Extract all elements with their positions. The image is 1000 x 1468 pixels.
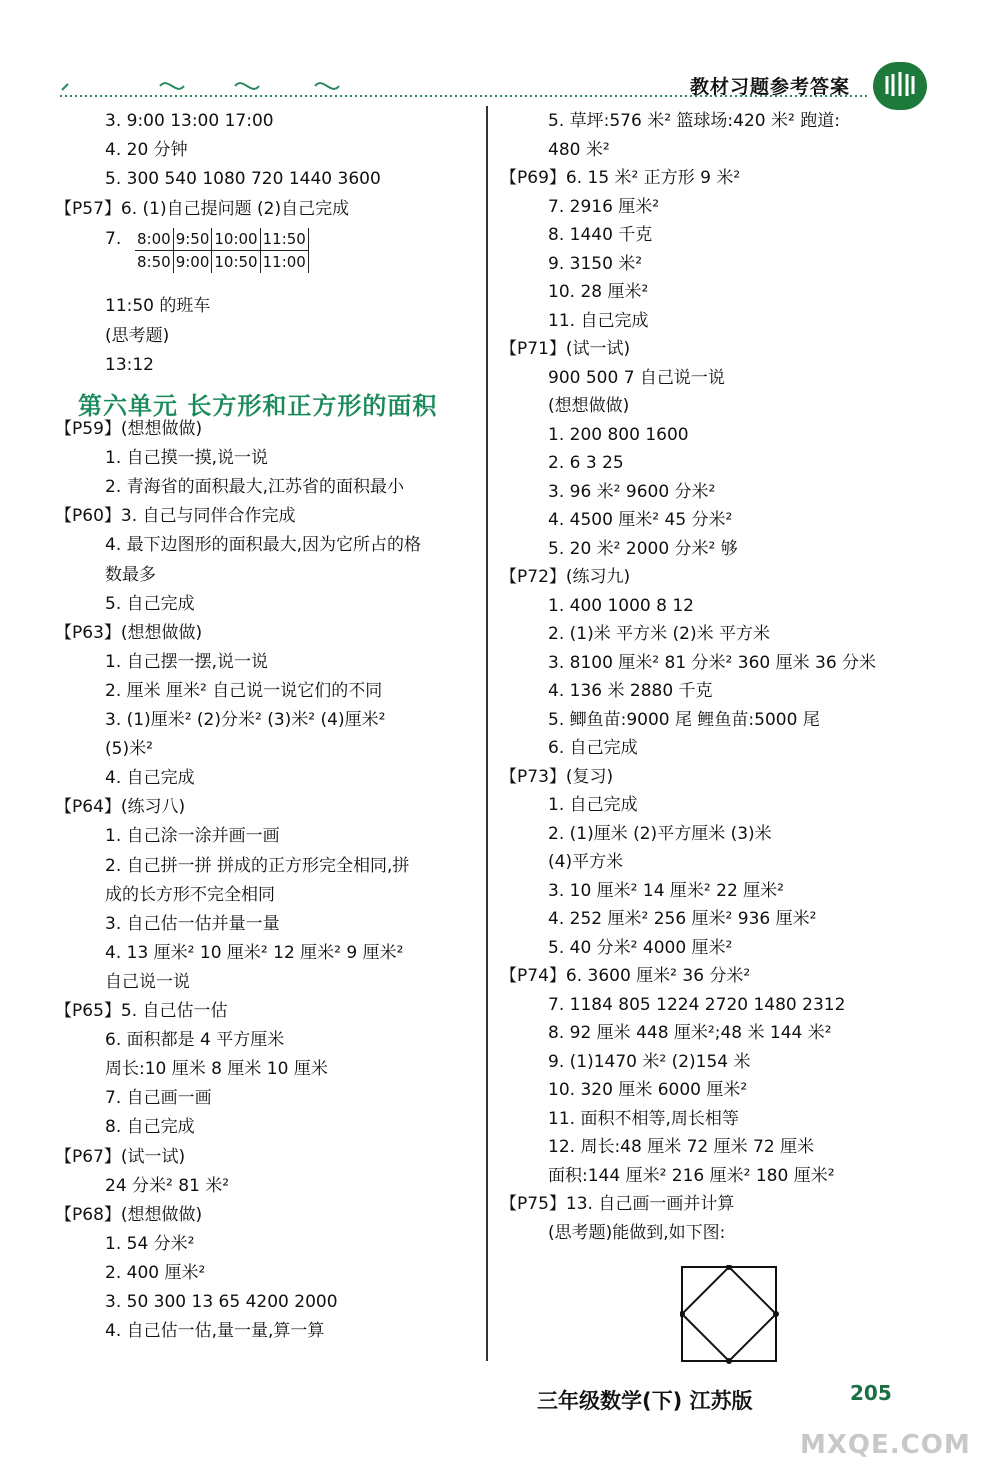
page-ref-line: 【P69】6. 15 米² 正方形 9 米² (500, 168, 741, 188)
page-ref-line: 【P75】13. 自己画一画并计算 (500, 1194, 735, 1214)
answer-line: 900 500 7 自己说一说 (548, 368, 725, 388)
answer-line: 2. 厘米 厘米² 自己说一说它们的不同 (105, 681, 383, 701)
page-ref-line: 【P71】(试一试) (500, 339, 631, 359)
answer-line: 3. 96 米² 9600 分米² (548, 482, 716, 502)
answer-line: 3. 50 300 13 65 4200 2000 (105, 1292, 338, 1312)
answer-line: (4)平方米 (548, 852, 624, 872)
page-ref-line: 【P68】(想想做做) (55, 1205, 203, 1225)
answer-line: 480 米² (548, 140, 610, 160)
answer-line: 2. 6 3 25 (548, 453, 624, 473)
answer-line: 自己说一说 (105, 972, 190, 992)
book-logo-icon (873, 62, 927, 110)
answer-line: 4. 13 厘米² 10 厘米² 12 厘米² 9 厘米² (105, 943, 404, 963)
page-ref-line: 【P59】(想想做做) (55, 419, 203, 439)
answer-line: 11. 自己完成 (548, 311, 649, 331)
answer-line: 2. 自己拼一拼 拼成的正方形完全相同,拼 (105, 856, 410, 876)
answer-line: (思考题)能做到,如下图: (548, 1223, 726, 1243)
answer-line: 5. 40 分米² 4000 厘米² (548, 938, 733, 958)
answer-line: (5)米² (105, 739, 153, 759)
answer-line: 4. 自己完成 (105, 768, 195, 788)
table-cell: 10:50 (212, 251, 260, 274)
table-cell: 8:00 (135, 228, 173, 251)
answer-line: 7. 2916 厘米² (548, 197, 660, 217)
answer-line: 1. 200 800 1600 (548, 425, 689, 445)
answer-line: 5. 鲫鱼苗:9000 尾 鲤鱼苗:5000 尾 (548, 710, 820, 730)
answer-line: 面积:144 厘米² 216 厘米² 180 厘米² (548, 1166, 835, 1186)
bus-schedule-table (135, 228, 309, 273)
table-cell: 11:50 (260, 228, 308, 251)
answer-line: 3. 10 厘米² 14 厘米² 22 厘米² (548, 881, 784, 901)
answer-line: 5. 自己完成 (105, 594, 195, 614)
answer-line: 【P57】6. (1)自己提问题 (2)自己完成 (55, 199, 350, 219)
answer-line: 4. 自己估一估,量一量,算一算 (105, 1321, 325, 1341)
page-ref-line: 【P60】3. 自己与同伴合作完成 (55, 506, 296, 526)
footer-subject: 三年级数学(下) 江苏版 (537, 1389, 753, 1413)
answer-line: 1. 自己摆一摆,说一说 (105, 652, 269, 672)
answer-line: 6. 自己完成 (548, 738, 638, 758)
answer-line: 11. 面积不相等,周长相等 (548, 1109, 739, 1129)
answer-line: 6. 面积都是 4 平方厘米 (105, 1030, 285, 1050)
answer-line: 4. 252 厘米² 256 厘米² 936 厘米² (548, 909, 817, 929)
square-diagram (680, 1265, 780, 1365)
answer-line: 2. 青海省的面积最大,江苏省的面积最小 (105, 477, 405, 497)
answer-line: 9. (1)1470 米² (2)154 米 (548, 1052, 751, 1072)
page-ref-line: 【P73】(复习) (500, 767, 614, 787)
answer-line: 成的长方形不完全相同 (105, 885, 275, 905)
answer-line: 10. 320 厘米 6000 厘米² (548, 1080, 748, 1100)
answer-line: 3. 8100 厘米² 81 分米² 360 厘米 36 分米 (548, 653, 877, 673)
answer-line: (想想做做) (548, 396, 630, 416)
answer-line: 13:12 (105, 355, 154, 375)
column-divider (486, 106, 488, 1361)
table-cell: 9:50 (173, 228, 212, 251)
table-cell: 10:00 (212, 228, 260, 251)
answer-line: 7. 1184 805 1224 2720 1480 2312 (548, 995, 846, 1015)
table-cell: 8:50 (135, 251, 173, 274)
page-ref-line: 【P72】(练习九) (500, 567, 631, 587)
answer-line: 11:50 的班车 (105, 296, 211, 316)
answer-line: 1. 自己涂一涂并画一画 (105, 826, 280, 846)
table-cell: 11:00 (260, 251, 308, 274)
answer-line: 8. 1440 千克 (548, 225, 653, 245)
answer-line: 7. 自己画一画 (105, 1088, 212, 1108)
answer-line: 3. (1)厘米² (2)分米² (3)米² (4)厘米² (105, 710, 386, 730)
answer-line: 4. 136 米 2880 千克 (548, 681, 713, 701)
page-ref-line: 【P65】5. 自己估一估 (55, 1001, 228, 1021)
answer-line: 3. 9:00 13:00 17:00 (105, 111, 274, 131)
answer-line: 2. (1)米 平方米 (2)米 平方米 (548, 624, 770, 644)
page-ref-line: 【P67】(试一试) (55, 1147, 186, 1167)
answer-line: (思考题) (105, 326, 170, 346)
answer-line: 5. 20 米² 2000 分米² 够 (548, 539, 738, 559)
answer-line: 7. (105, 229, 122, 249)
answer-line: 2. 400 厘米² (105, 1263, 206, 1283)
watermark-text: MXQE.COM (800, 1430, 971, 1460)
answer-line: 1. 自己摸一摸,说一说 (105, 448, 269, 468)
page-ref-line: 【P64】(练习八) (55, 797, 186, 817)
table-cell: 9:00 (173, 251, 212, 274)
page-header (0, 0, 1000, 110)
answer-line: 24 分米² 81 米² (105, 1176, 230, 1196)
answer-line: 8. 92 厘米 448 厘米²;48 米 144 米² (548, 1023, 832, 1043)
page-ref-line: 【P74】6. 3600 厘米² 36 分米² (500, 966, 751, 986)
answer-line: 5. 草坪:576 米² 篮球场:420 米² 跑道: (548, 111, 840, 131)
answer-line: 12. 周长:48 厘米 72 厘米 72 厘米 (548, 1137, 815, 1157)
answer-line: 8. 自己完成 (105, 1117, 195, 1137)
answer-line: 9. 3150 米² (548, 254, 643, 274)
answer-line: 周长:10 厘米 8 厘米 10 厘米 (105, 1059, 328, 1079)
section-title: 第六单元 长方形和正方形的面积 (78, 392, 438, 420)
page-ref-line: 【P63】(想想做做) (55, 623, 203, 643)
answer-line: 4. 最下边图形的面积最大,因为它所占的格 (105, 535, 422, 555)
answer-line: 1. 54 分米² (105, 1234, 195, 1254)
answer-line: 3. 自己估一估并量一量 (105, 914, 280, 934)
answer-line: 4. 20 分钟 (105, 140, 188, 160)
answer-line: 1. 自己完成 (548, 795, 638, 815)
answer-line: 5. 300 540 1080 720 1440 3600 (105, 169, 381, 189)
answer-line: 4. 4500 厘米² 45 分米² (548, 510, 733, 530)
answer-line: 2. (1)厘米 (2)平方厘米 (3)米 (548, 824, 772, 844)
page-number: 205 (850, 1381, 892, 1405)
header-title: 教材习题参考答案 (690, 76, 851, 98)
answer-line: 数最多 (105, 565, 156, 585)
answer-line: 1. 400 1000 8 12 (548, 596, 694, 616)
answer-line: 10. 28 厘米² (548, 282, 649, 302)
